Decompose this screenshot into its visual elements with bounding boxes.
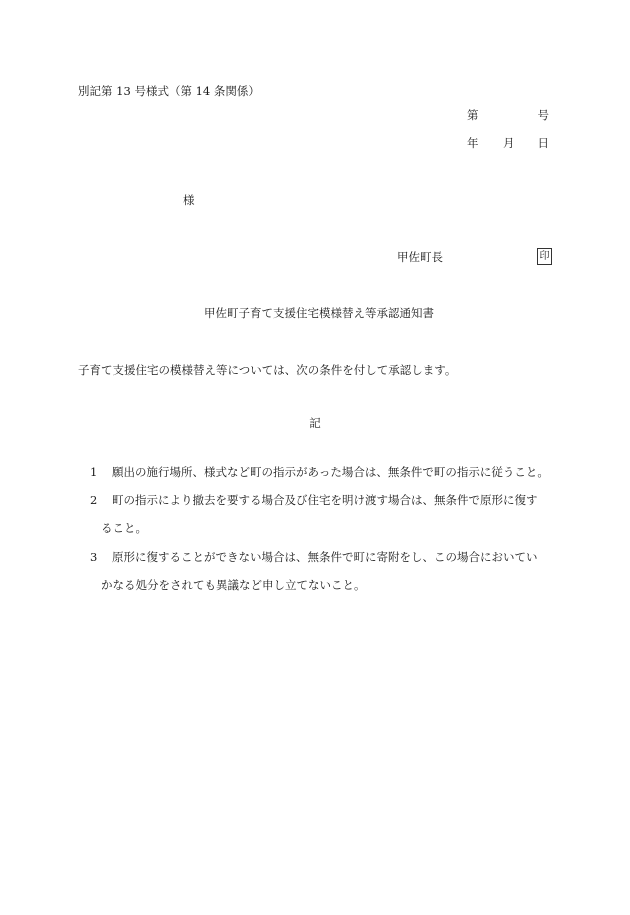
condition-text: 願出の施行場所、様式など町の指示があった場合は、無条件で町の指示に従うこと。 [112,465,549,479]
condition-text: 町の指示により撤去を要する場合及び住宅を明け渡す場合は、無条件で原形に復す [112,493,538,507]
condition-text: 原形に復することができない場合は、無条件で町に寄附をし、この場合においてい [112,550,538,564]
condition-number: 1 [90,465,98,479]
condition-text-continued: かなる処分をされても異議など申し立てないこと。 [101,578,366,592]
condition-number: 3 [90,550,98,564]
ki-heading: 記 [309,416,321,430]
date-day: 日 [537,136,549,150]
date-month: 月 [503,136,515,150]
issuer-name: 甲佐町長 [397,250,443,264]
addressee-honorific: 様 [183,193,195,207]
doc-number-suffix: 号 [537,108,549,122]
date-year: 年 [467,136,479,150]
doc-number-prefix: 第 [467,108,479,122]
seal-stamp-box: 印 [537,248,552,265]
intro-paragraph: 子育て支援住宅の模様替え等については、次の条件を付して承認します。 [78,363,457,377]
condition-text-continued: ること。 [101,521,147,535]
condition-number: 2 [90,493,98,507]
document-title: 甲佐町子育て支援住宅模様替え等承認通知書 [204,306,434,320]
form-number-label: 別記第 13 号様式（第 14 条関係） [78,84,260,98]
